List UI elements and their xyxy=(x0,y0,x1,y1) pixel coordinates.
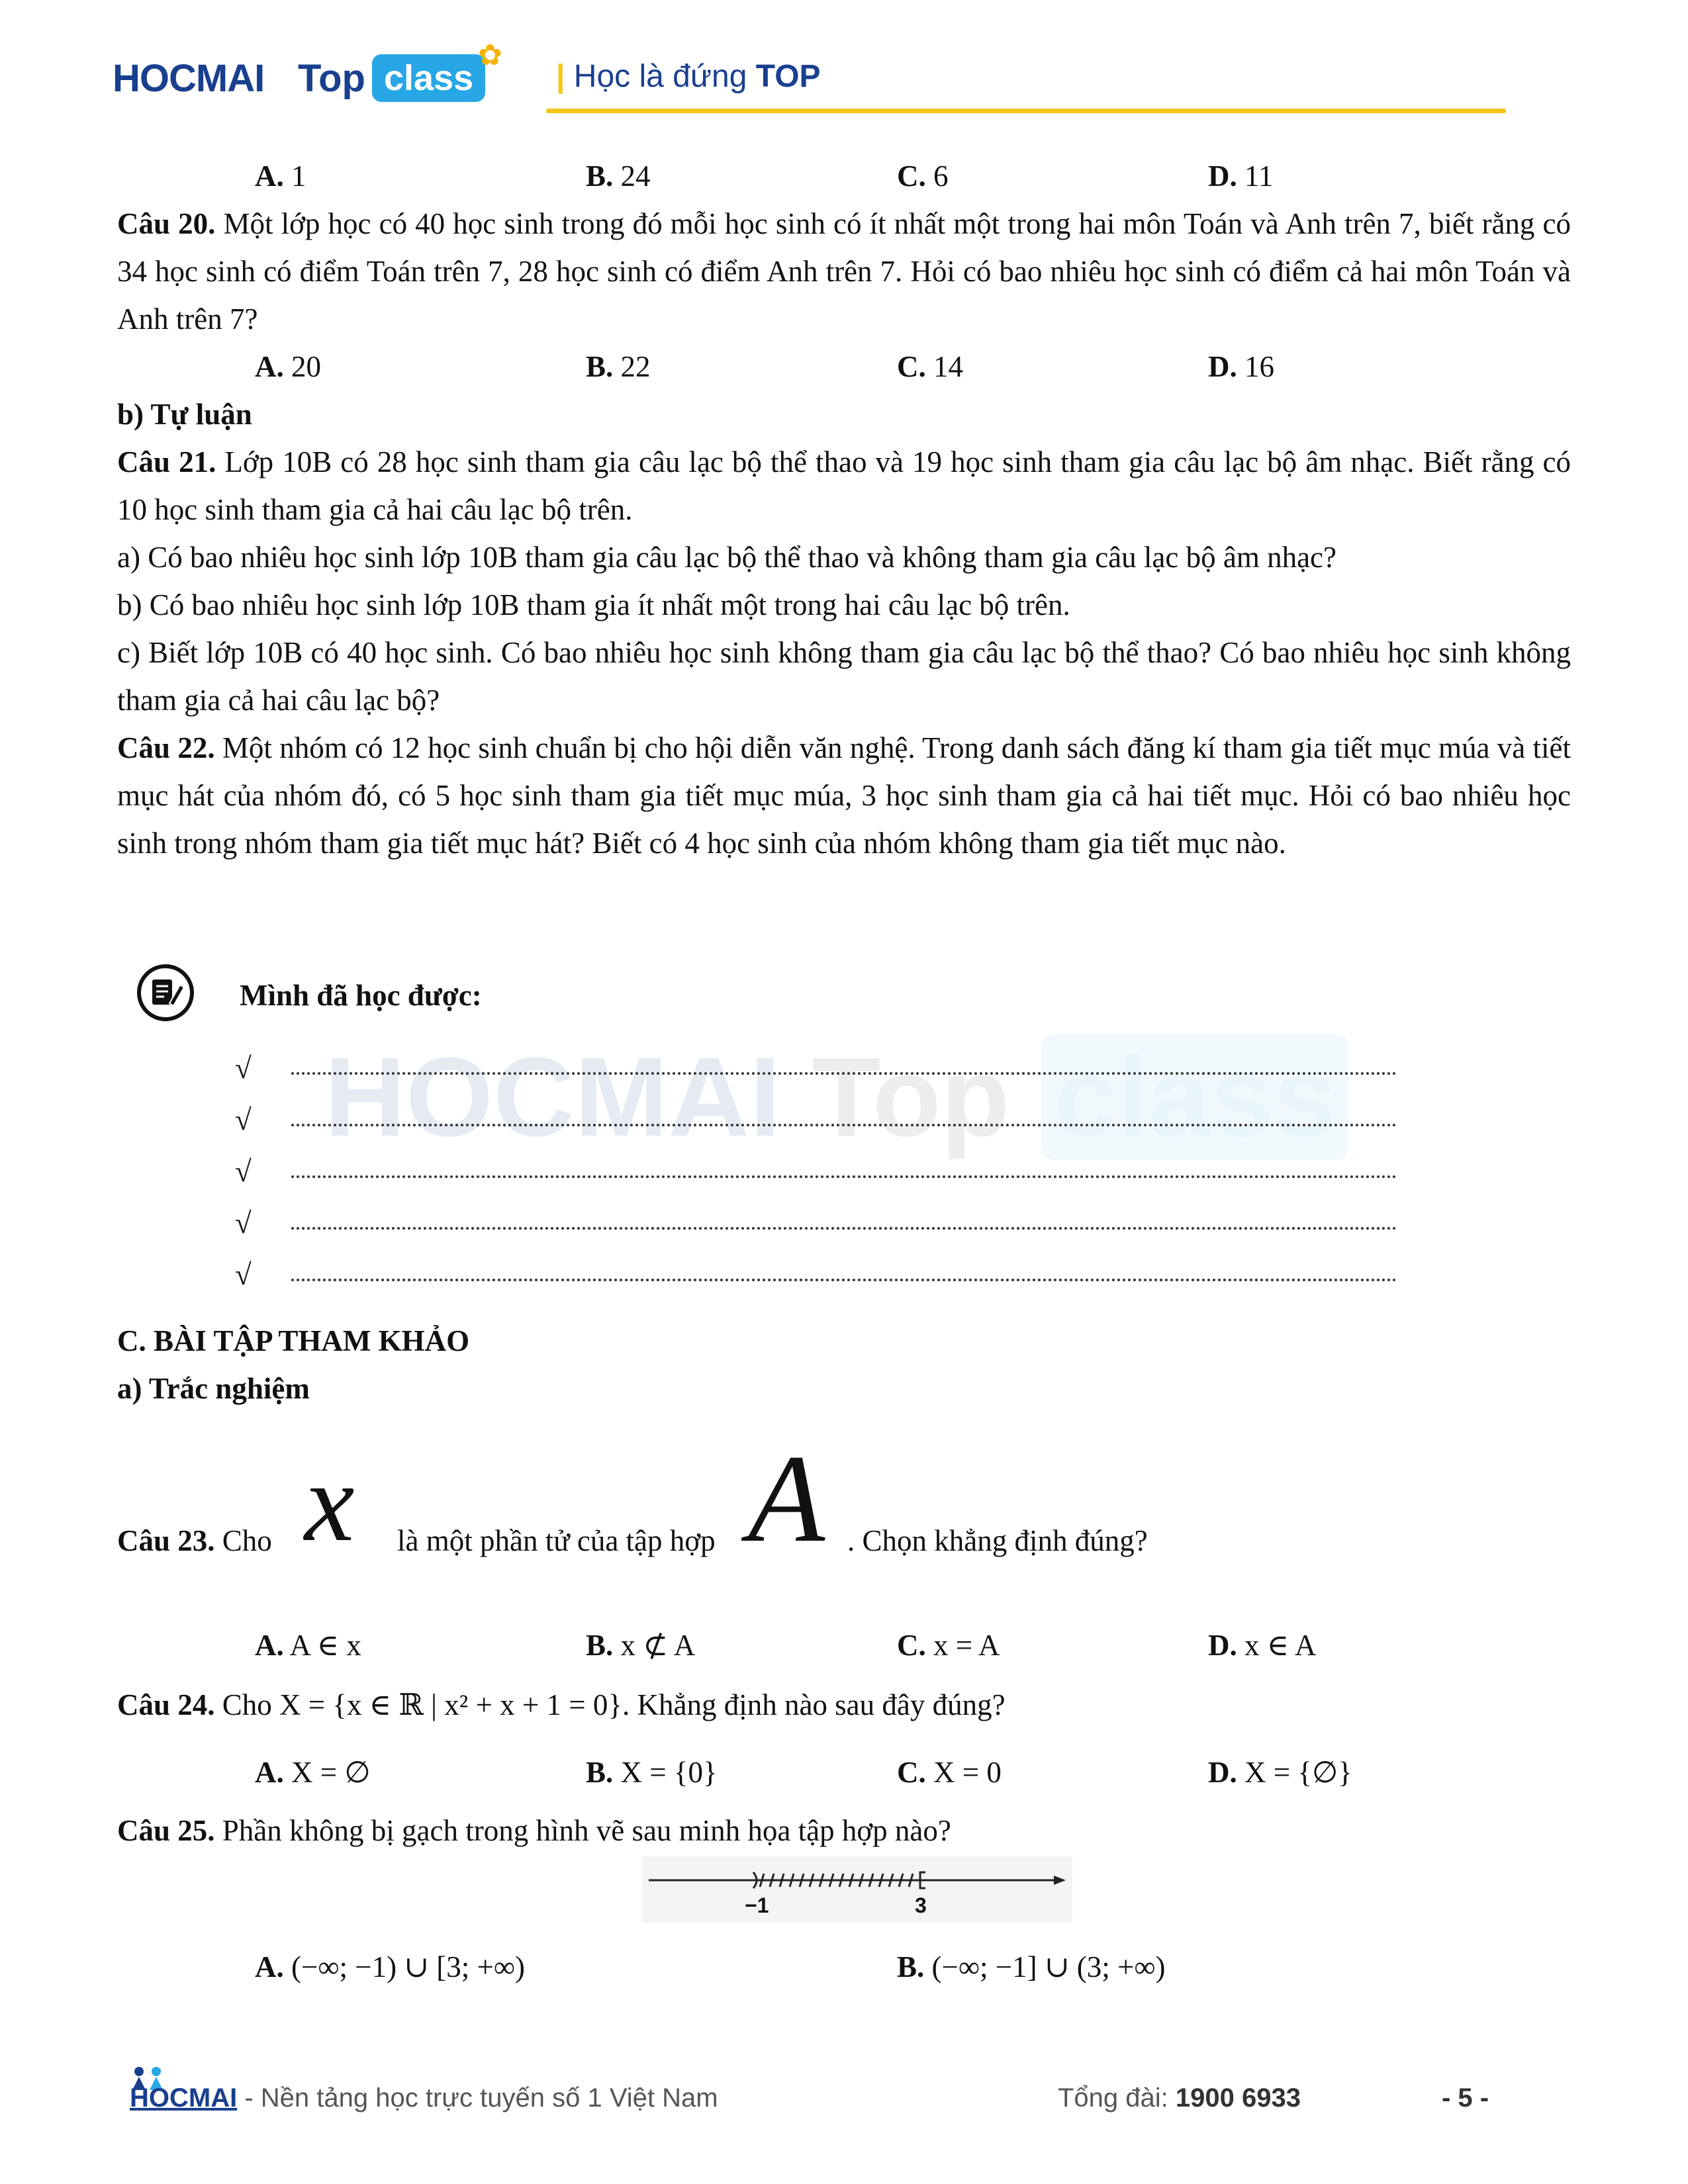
q24-option-b: B. X = {0} xyxy=(586,1756,718,1789)
check-icon: √ xyxy=(235,1052,252,1085)
hocmai-logo: HOCMAI xyxy=(113,57,265,100)
q20-option-b: B. 22 xyxy=(586,350,651,383)
learned-line-4[interactable] xyxy=(291,1227,1397,1230)
top-logo: Top xyxy=(298,57,365,100)
q20-option-d: D. 16 xyxy=(1208,350,1274,383)
number-line-figure xyxy=(642,1856,1072,1923)
q23-label: Câu 23. Cho xyxy=(117,1524,272,1557)
q21-question xyxy=(117,438,1571,533)
footer-slogan: - Nền tảng học trực tuyến số 1 Việt Nam xyxy=(237,2083,718,2113)
q24-formula: X = {x ∈ ℝ | x² + x + 1 = 0} xyxy=(279,1688,622,1721)
q21-part-c: c) Biết lớp 10B có 40 học sinh. Có bao nhiêu học sinh không tham gia câu lạc bộ thể thao? Có bao nhiêu học sinh không tham gia cả hai câu lạc bộ? xyxy=(117,636,1571,717)
q20-text: Một lớp học có 40 học sinh trong đó mỗi học sinh có ít nhất một trong hai môn Toán và Anh trên 7, biết rằng có 34 học sinh có điểm Toán trên 7, 28 học sinh có điểm Anh trên 7. Hỏi có bao nhiêu học sinh có điểm cả hai môn Toán và Anh trên 7? xyxy=(117,207,1571,336)
q23-text-post: . Chọn khẳng định đúng? xyxy=(847,1524,1148,1557)
check-icon: √ xyxy=(235,1155,252,1188)
q19-option-a: A. 1 xyxy=(255,159,306,193)
q21-part-b: b) Có bao nhiêu học sinh lớp 10B tham gia ít nhất một trong hai câu lạc bộ trên. xyxy=(117,588,1070,621)
q24-option-d: D. X = {∅} xyxy=(1208,1756,1352,1789)
q24-question: Câu 24. Cho X = {x ∈ ℝ | x² + x + 1 = 0}. Khẳng định nào sau đây đúng? xyxy=(117,1688,1006,1721)
learned-line-5[interactable] xyxy=(291,1279,1397,1281)
learned-line-1[interactable] xyxy=(291,1072,1397,1075)
q20-question xyxy=(117,200,1571,343)
page-number: - 5 - xyxy=(1442,2083,1489,2113)
q25-label: Câu 25. xyxy=(117,1814,215,1847)
q25-question: Câu 25. Phần không bị gạch trong hình vẽ sau minh họa tập hợp nào? xyxy=(117,1814,951,1847)
q24-option-c: C. X = 0 xyxy=(897,1756,1002,1789)
learned-line-3[interactable] xyxy=(291,1175,1397,1178)
q25-option-a: A. (−∞; −1) ∪ [3; +∞) xyxy=(255,1950,525,1983)
q25-option-b: B. (−∞; −1] ∪ (3; +∞) xyxy=(897,1950,1166,1983)
learned-title: Mình đã học được: xyxy=(240,979,482,1012)
header-divider xyxy=(546,109,1506,113)
q20-label: Câu 20. xyxy=(117,207,216,240)
check-icon: √ xyxy=(235,1206,252,1240)
tick-label-left: −1 xyxy=(745,1893,769,1917)
q21-part-a: a) Có bao nhiêu học sinh lớp 10B tham gia câu lạc bộ thể thao và không tham gia câu lạc bộ âm nhạc? xyxy=(117,541,1336,574)
footer-brand xyxy=(130,2083,718,2113)
section-c-title: C. BÀI TẬP THAM KHẢO xyxy=(117,1324,470,1357)
q23-option-d: D. x ∈ A xyxy=(1208,1629,1317,1662)
learned-line-2[interactable] xyxy=(291,1124,1397,1126)
class-logo-badge: class xyxy=(372,54,485,102)
q23-var-a: A xyxy=(748,1430,825,1569)
q21-text: Lớp 10B có 28 học sinh tham gia câu lạc bộ thể thao và 19 học sinh tham gia câu lạc bộ âm nhạc. Biết rằng có 10 học sinh tham gia cả hai câu lạc bộ trên. xyxy=(117,445,1571,526)
q20-option-a: A. 20 xyxy=(255,350,321,383)
q23-var-x: x xyxy=(305,1440,355,1565)
q23-option-c: C. x = A xyxy=(897,1629,1000,1662)
q23-text-mid: là một phần tử của tập hợp xyxy=(397,1524,716,1557)
q22-question xyxy=(117,724,1571,867)
q20-option-c: C. 14 xyxy=(897,350,963,383)
check-icon: √ xyxy=(235,1258,252,1291)
q24-label: Câu 24. xyxy=(117,1688,215,1721)
q22-label: Câu 22. xyxy=(117,731,215,764)
footer-hocmai-link[interactable]: HOCMAI xyxy=(130,2083,238,2113)
q21-label: Câu 21. xyxy=(117,445,216,478)
check-icon: √ xyxy=(235,1103,252,1136)
section-b-title: b) Tự luận xyxy=(117,398,252,431)
q19-option-d: D. 11 xyxy=(1208,159,1274,193)
tagline-text: Học là đứng xyxy=(573,59,747,94)
q19-option-c: C. 6 xyxy=(897,159,949,193)
watermark: HOCMAI Top class xyxy=(324,1032,1349,1162)
q23-option-a: A. A ∈ x xyxy=(255,1629,361,1662)
footer-hotline: Tổng đài: 1900 6933 xyxy=(1058,2083,1301,2113)
q24-option-a: A. X = ∅ xyxy=(255,1756,371,1789)
notebook-pen-icon xyxy=(136,964,195,1022)
q22-text: Một nhóm có 12 học sinh chuẩn bị cho hội diễn văn nghệ. Trong danh sách đăng kí tham gia tiết mục múa và tiết mục hát của nhóm đó, có 5 học sinh tham gia tiết mục múa, 3 học sinh tham gia cả hai tiết mục. Hỏi có bao nhiêu học sinh trong nhóm tham gia tiết mục hát? Biết có 4 học sinh của nhóm không tham gia tiết mục nào. xyxy=(117,731,1571,860)
tagline-emphasis: TOP xyxy=(755,59,821,94)
tagline-bar: | xyxy=(556,59,565,94)
star-icon: ✿ xyxy=(478,39,502,71)
q23-option-b: B. x ⊄ A xyxy=(586,1629,696,1662)
section-c-subtitle: a) Trắc nghiệm xyxy=(117,1372,310,1405)
tick-label-right: 3 xyxy=(915,1893,927,1917)
q19-option-b: B. 24 xyxy=(586,159,651,193)
header-tagline xyxy=(556,58,821,95)
number-line xyxy=(642,1856,1072,1923)
